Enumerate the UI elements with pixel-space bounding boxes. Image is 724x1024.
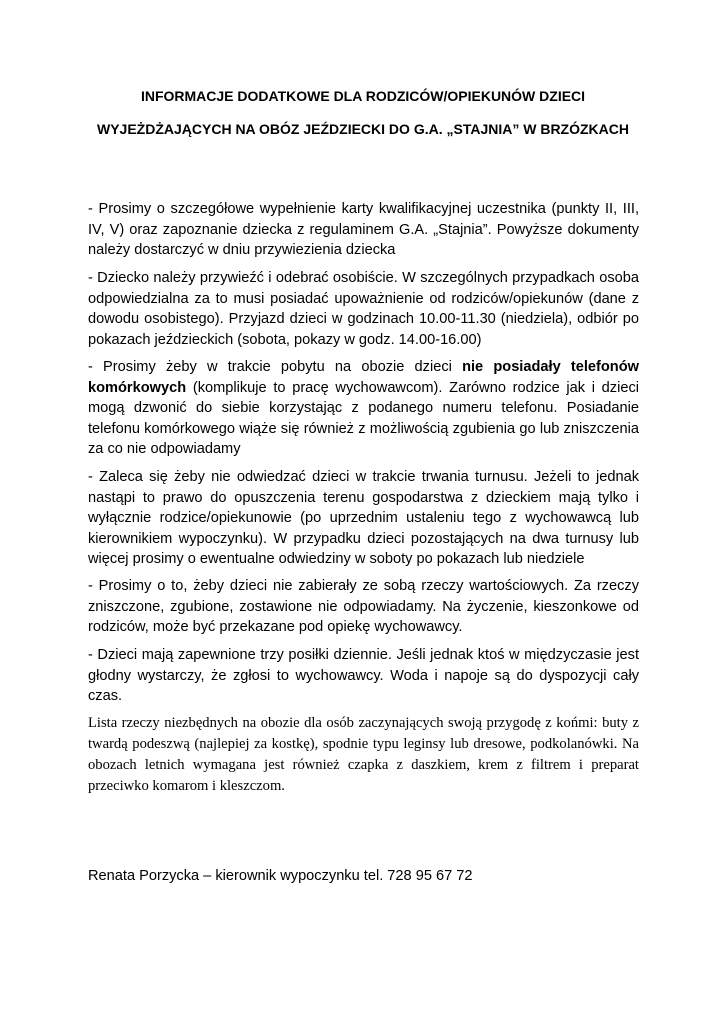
paragraph-pickup: - Dziecko należy przywieźć i odebrać osobiście. W szczególnych przypadkach osoba odpowiedzialna za to musi posiadać upoważnienie od rodziców/opiekunów (dane z dowodu osobistego). Przyjazd dzieci w godzinach 10.00-11.30 (niedziela), odbiór po pokazach jeździeckich (sobota, pokazy w godz. 14.00-16.00) [88,270,639,348]
paragraph-phones [88,357,639,460]
paragraph-meals: - Dzieci mają zapewnione trzy posiłki dziennie. Jeśli jednak ktoś w międzyczasie jest głodny wystarczy, że zgłosi to wychowawcy. Woda i napoje są do dyspozycji cały czas. [88,647,639,704]
document-title-line-1: INFORMACJE DODATKOWE DLA RODZICÓW/OPIEKUNÓW DZIECI [140,88,586,104]
paragraph-visits: - Zaleca się żeby nie odwiedzać dzieci w trakcie trwania turnusu. Jeżeli to jednak nastąpi to prawo do opuszczenia terenu gospodarstwa z dzieckiem mają tylko i wyłącznie rodzice/opiekunowie (po uprzednim ustaleniu tego z wychowawcą lub kierownikiem wypoczynku). W przypadku dzieci pozostających na dwa turnusy lub więcej prosimy o ewentualne odwiedziny w soboty po pokazach lub niedziele [88,469,639,567]
paragraph-phones-bold: nie posiadały telefonów komórkowych [88,359,639,396]
paragraph-documents: - Prosimy o szczegółowe wypełnienie karty kwalifikacyjnej uczestnika (punkty II, III, IV, V) oraz zapoznanie dziecka z regulaminem G.A. „Stajnia”. Powyższe dokumenty należy dostarczyć w dniu przywiezienia dziecka [88,201,639,258]
paragraph-phones-rest: (komplikuje to pracę wychowawcom). Zarówno rodzice jak i dzieci mogą dzwonić do siebie korzystając z podanego numeru telefonu. Posiadanie telefonu komórkowego wiąże się również z możliwością zgubienia go lub zniszczenia za co nie odpowiadamy [88,379,639,457]
document-title-line-2: WYJEŻDŻAJĄCYCH NA OBÓZ JEŹDZIECKI DO G.A. „STAJNIA” W BRZÓZKACH [96,121,629,137]
paragraph-packing-list: Lista rzeczy niezbędnych na obozie dla osób zaczynających swoją przygodę z końmi: buty z twardą podeszwą (najlepiej za kostkę), spodnie typu leginsy lub dresowe, podkolanówki. Na obozach letnich wymagana jest również czapka z daszkiem, krem z filtrem i preparat przeciwko komarom i kleszczom. [88,715,639,794]
paragraph-phones-intro: - Prosimy żeby w trakcie pobytu na obozie dzieci [88,359,463,375]
paragraph-valuables: - Prosimy o to, żeby dzieci nie zabierały ze sobą rzeczy wartościowych. Za rzeczy zniszczone, zgubione, zostawione nie odpowiadamy. Na życzenie, kieszonkowe od rodziców, może być przekazane pod opiekę wychowawcy. [88,578,639,635]
contact-footer: Renata Porzycka – kierownik wypoczynku tel. 728 95 67 72 [88,868,473,884]
